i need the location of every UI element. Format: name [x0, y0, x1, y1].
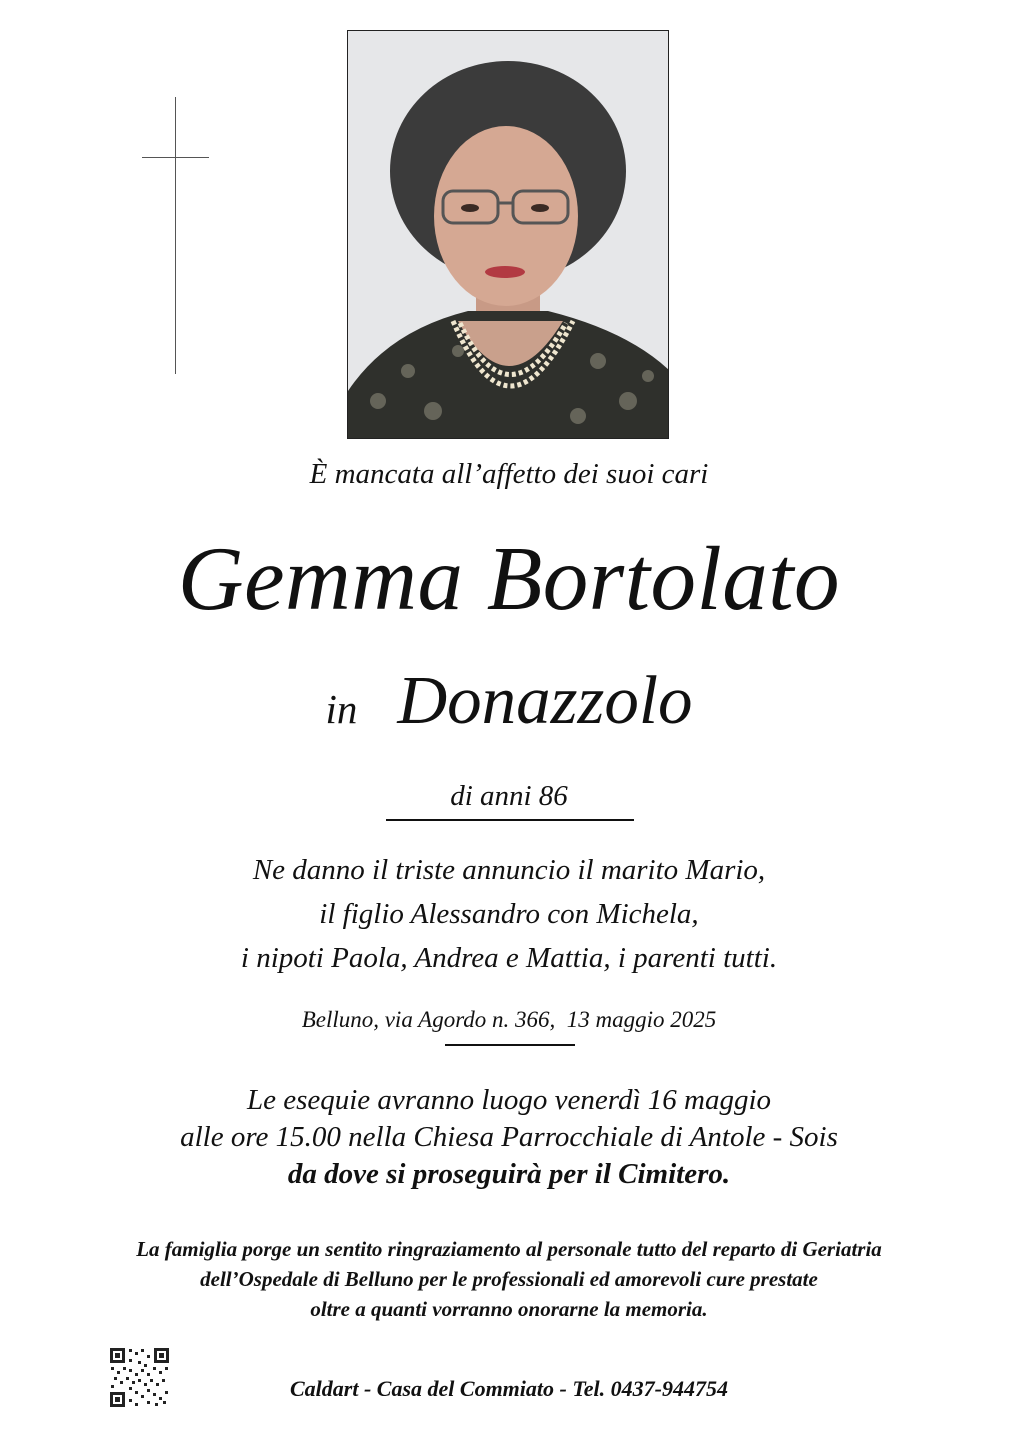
funeral-block	[0, 1082, 1018, 1193]
divider-rule	[386, 819, 634, 821]
married-surname: Donazzolo	[397, 662, 693, 738]
announcement-line: Ne danno il triste annuncio il marito Mario,	[252, 854, 766, 886]
funeral-line: alle ore 15.00 nella Chiesa Parrocchiale di Antole - Sois	[180, 1121, 838, 1153]
married-name	[0, 660, 1018, 759]
married-prefix: in	[325, 686, 358, 732]
thanks-line: oltre a quanti vorranno onorarne la memoria.	[310, 1297, 708, 1321]
age-line: di anni 86	[450, 780, 568, 812]
announcement-line: il figlio Alessandro con Michela,	[319, 898, 699, 930]
deceased-name: Gemma Bortolato	[177, 528, 841, 629]
funeral-home-footer: Caldart - Casa del Commiato - Tel. 0437-944754	[290, 1376, 728, 1401]
thanks-line: La famiglia porge un sentito ringraziamento al personale tutto del reparto di Geriatria	[136, 1237, 882, 1261]
funeral-line-bold: da dove si proseguirà per il Cimitero.	[287, 1158, 731, 1190]
divider-rule	[445, 1044, 575, 1046]
portrait-photo	[347, 30, 669, 439]
intro-line: È mancata all’affetto dei suoi cari	[309, 458, 709, 490]
thanks-line: dell’Ospedale di Belluno per le professionali ed amorevoli cure prestate	[200, 1267, 818, 1291]
thanks-block	[0, 1234, 1018, 1324]
qr-code-icon	[109, 1347, 170, 1408]
place-date-line: Belluno, via Agordo n. 366, 13 maggio 2025	[301, 1007, 717, 1032]
announcement-line: i nipoti Paola, Andrea e Mattia, i parenti tutti.	[240, 942, 778, 974]
announcement-block	[0, 848, 1018, 980]
funeral-line: Le esequie avranno luogo venerdì 16 maggio	[246, 1084, 772, 1116]
